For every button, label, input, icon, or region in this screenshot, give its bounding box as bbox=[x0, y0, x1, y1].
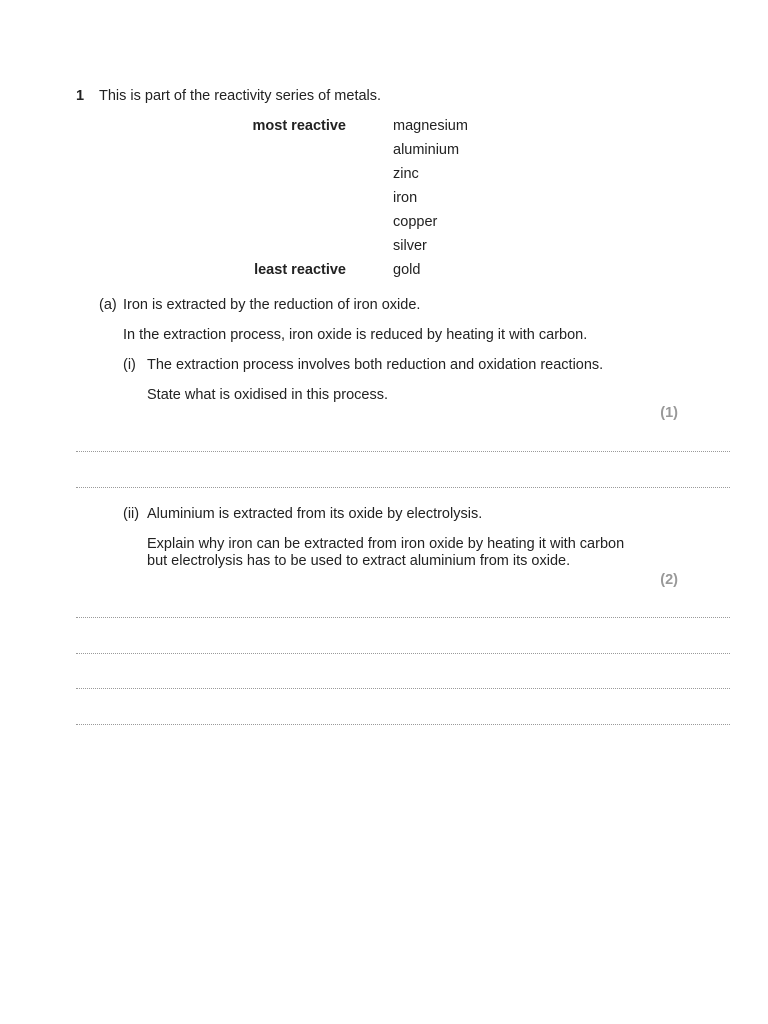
metal-item: iron bbox=[393, 190, 418, 206]
sub-i-prompt: State what is oxidised in this process. bbox=[147, 387, 388, 403]
sub-ii-prompt-line1: Explain why iron can be extracted from iron oxide by heating it with carbon bbox=[147, 536, 625, 552]
metal-item: silver bbox=[393, 238, 427, 254]
sub-i-label: (i) bbox=[123, 357, 136, 373]
answer-line[interactable] bbox=[76, 617, 730, 618]
metal-item: magnesium bbox=[393, 118, 468, 134]
metal-item: gold bbox=[393, 262, 421, 278]
answer-line[interactable] bbox=[76, 653, 730, 654]
sub-ii-label: (ii) bbox=[123, 506, 140, 522]
most-reactive-label: most reactive bbox=[252, 118, 346, 134]
sub-ii-text: Aluminium is extracted from its oxide by electrolysis. bbox=[147, 506, 483, 522]
question-intro: This is part of the reactivity series of metals. bbox=[99, 88, 382, 104]
metal-item: zinc bbox=[393, 166, 419, 182]
part-a-text2: In the extraction process, iron oxide is reduced by heating it with carbon. bbox=[123, 327, 588, 343]
answer-line[interactable] bbox=[76, 724, 730, 725]
sub-i-text: The extraction process involves both reduction and oxidation reactions. bbox=[147, 357, 604, 373]
sub-ii-prompt-line2: but electrolysis has to be used to extract aluminium from its oxide. bbox=[147, 553, 571, 569]
metal-item: aluminium bbox=[393, 142, 460, 158]
part-a-label: (a) bbox=[99, 297, 117, 313]
answer-line[interactable] bbox=[76, 487, 730, 488]
sub-i-marks: (1) bbox=[660, 405, 678, 421]
part-a-text: Iron is extracted by the reduction of iron oxide. bbox=[123, 297, 421, 313]
least-reactive-label: least reactive bbox=[254, 262, 346, 278]
answer-line[interactable] bbox=[76, 451, 730, 452]
answer-line[interactable] bbox=[76, 688, 730, 689]
question-number: 1 bbox=[76, 88, 85, 104]
sub-ii-marks: (2) bbox=[660, 572, 678, 588]
metal-item: copper bbox=[393, 214, 438, 230]
